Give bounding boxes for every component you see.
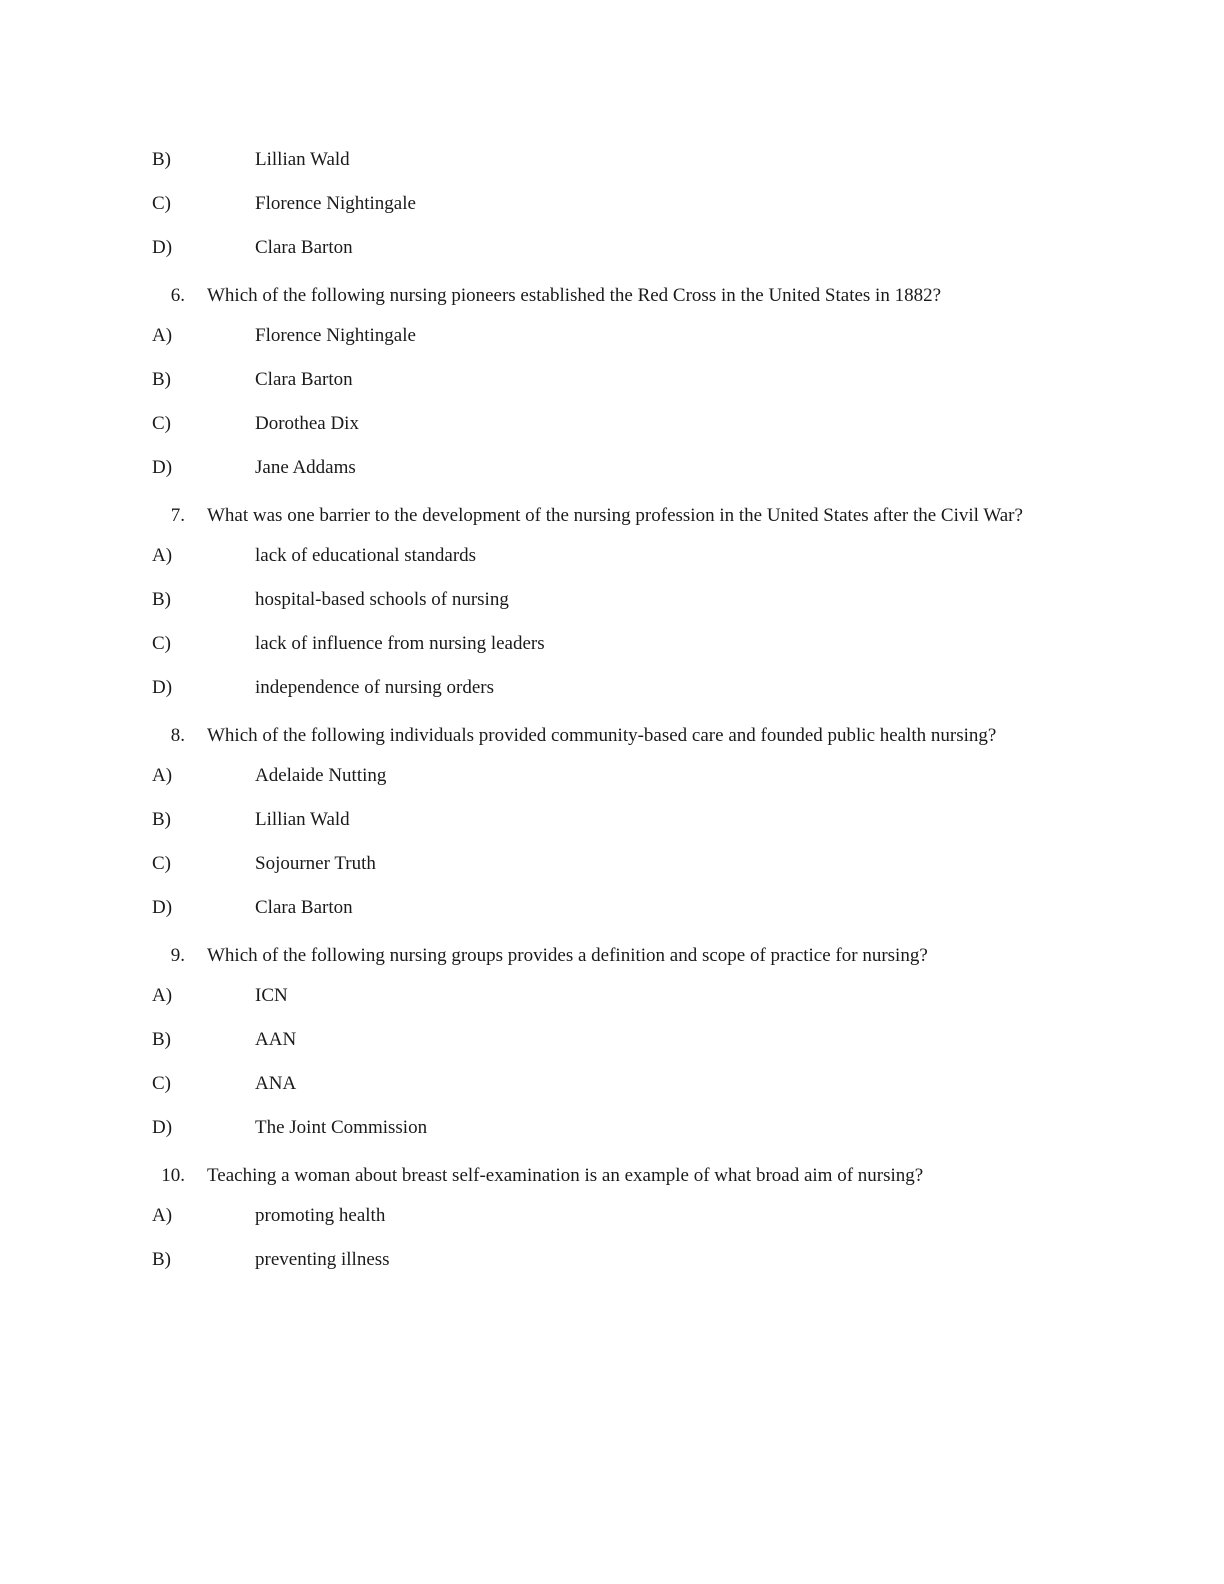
question-number: 6. [170,285,185,306]
question [0,282,1224,309]
question-text: Which of the following nursing groups provides a definition and scope of practice for nursing? [207,945,928,966]
option-letter: D) [152,677,173,698]
option-row [152,546,1224,566]
option-row [152,590,1224,610]
option-text: Jane Addams [255,457,356,478]
option-letter: C) [152,853,171,874]
option-text: preventing illness [255,1249,390,1270]
option-row [152,986,1224,1006]
option-letter: D) [152,897,173,918]
option-row [152,1206,1224,1226]
option-letter: B) [152,589,171,610]
option-letter: D) [152,457,173,478]
question [0,942,1224,969]
question-text: Which of the following nursing pioneers established the Red Cross in the United States in 1882? [207,285,942,306]
option-row [152,150,1224,170]
option-text: Adelaide Nutting [255,765,387,786]
option-row [152,414,1224,434]
option-text: The Joint Commission [255,1117,428,1138]
option-text: Lillian Wald [255,149,350,170]
option-text: Clara Barton [255,897,353,918]
option-text: hospital-based schools of nursing [255,589,509,610]
option-row [152,326,1224,346]
option-text: Florence Nightingale [255,193,416,214]
option-row [152,370,1224,390]
question [0,1162,1224,1189]
question-text: What was one barrier to the development of the nursing profession in the United States after the Civil War? [207,505,1023,526]
option-text: Florence Nightingale [255,325,416,346]
question-number: 8. [170,725,185,746]
question-text: Teaching a woman about breast self-examination is an example of what broad aim of nursing? [207,1165,924,1186]
option-text: ANA [255,1073,297,1094]
option-letter: A) [152,985,173,1006]
question-number: 10. [161,1165,185,1186]
option-letter: D) [152,1117,173,1138]
option-letter: A) [152,765,173,786]
option-row [152,766,1224,786]
option-row [152,238,1224,258]
option-letter: B) [152,369,171,390]
option-text: ICN [255,985,288,1006]
option-text: lack of educational standards [255,545,477,566]
option-row [152,1118,1224,1138]
option-letter: C) [152,413,171,434]
option-text: Clara Barton [255,237,353,258]
question [0,722,1224,749]
option-letter: B) [152,1249,171,1270]
question-text: Which of the following individuals provided community-based care and founded public health nursing? [207,725,997,746]
option-row [152,898,1224,918]
option-letter: C) [152,193,171,214]
option-text: AAN [255,1029,297,1050]
option-text: Clara Barton [255,369,353,390]
option-letter: C) [152,1073,171,1094]
option-row [152,1030,1224,1050]
question-number: 7. [170,505,185,526]
option-letter: A) [152,1205,173,1226]
option-row [152,678,1224,698]
option-row [152,1250,1224,1270]
option-text: promoting health [255,1205,386,1226]
option-text: lack of influence from nursing leaders [255,633,545,654]
option-row [152,458,1224,478]
option-letter: B) [152,809,171,830]
option-text: Lillian Wald [255,809,350,830]
option-letter: D) [152,237,173,258]
option-text: Dorothea Dix [255,413,359,434]
option-letter: C) [152,633,171,654]
option-row [152,810,1224,830]
option-row [152,854,1224,874]
option-letter: A) [152,325,173,346]
option-text: independence of nursing orders [255,677,495,698]
option-row [152,634,1224,654]
option-row [152,194,1224,214]
option-letter: B) [152,1029,171,1050]
question-number: 9. [170,945,185,966]
option-letter: B) [152,149,171,170]
option-row [152,1074,1224,1094]
question [0,502,1224,529]
option-letter: A) [152,545,173,566]
option-text: Sojourner Truth [255,853,376,874]
